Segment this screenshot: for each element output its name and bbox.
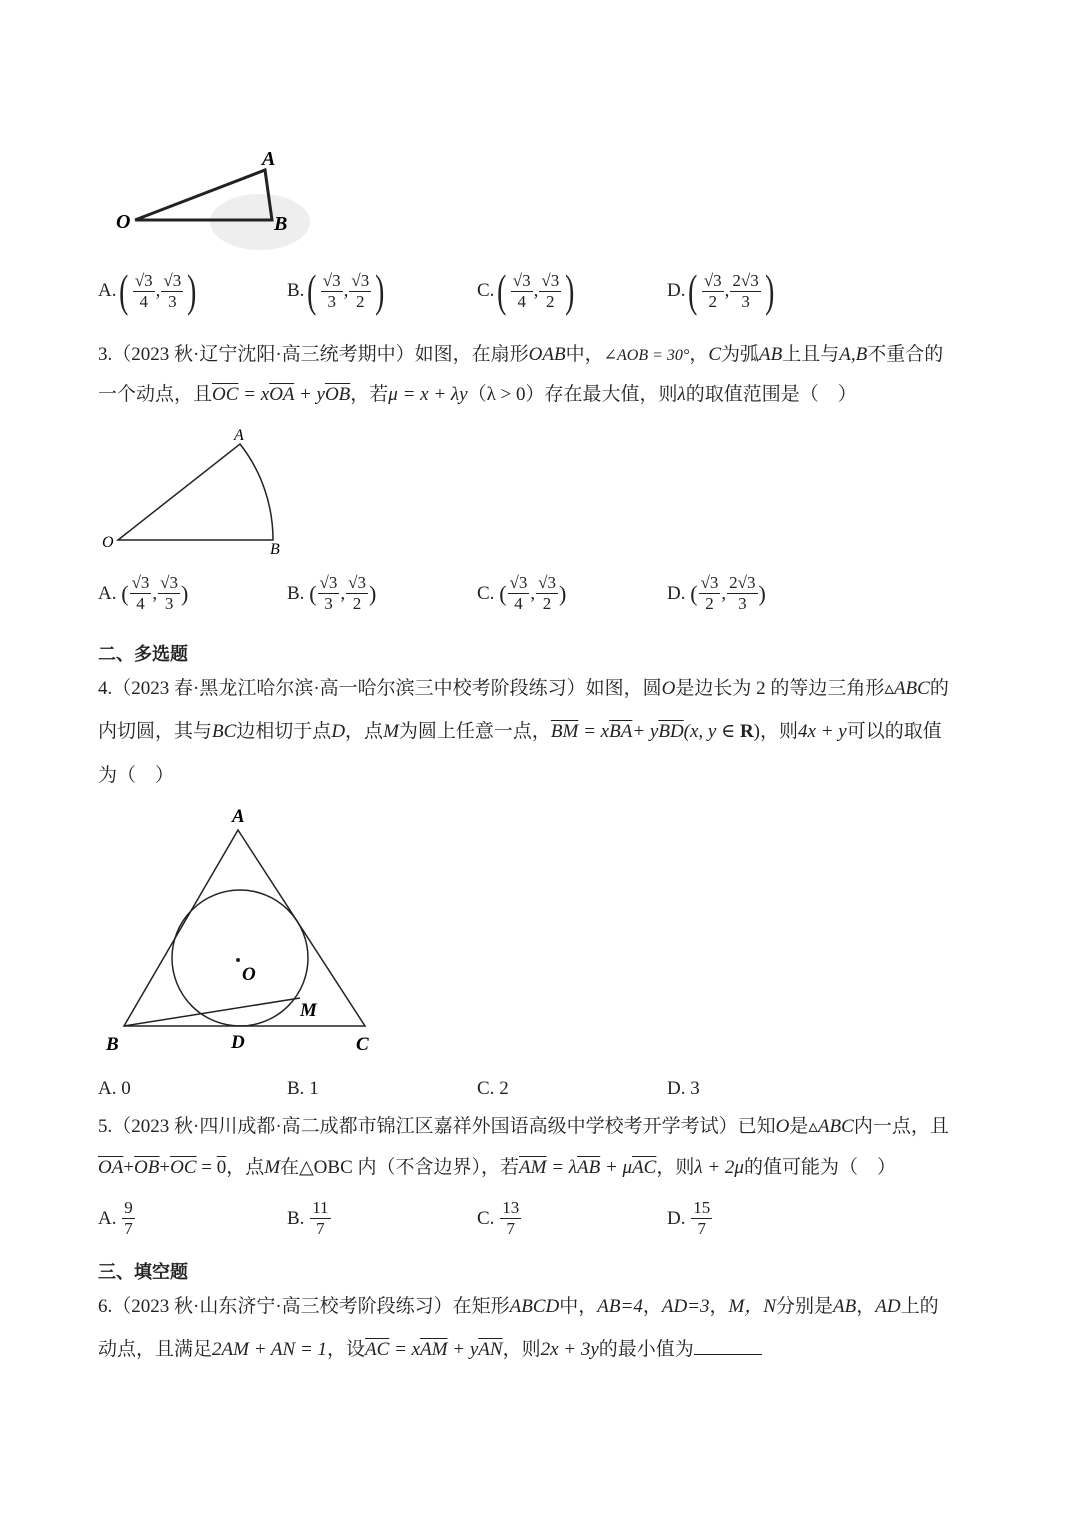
numerator: √3	[541, 270, 560, 290]
text-segment: 内切圆，其与	[98, 721, 213, 742]
label-O: O	[242, 964, 256, 985]
text-segment: √3	[700, 573, 719, 592]
text-segment: 7	[506, 1219, 515, 1238]
text-segment: 可以的取值	[846, 721, 942, 742]
label-O: O	[116, 211, 131, 233]
label-A: A	[232, 806, 245, 827]
numerator: √3	[322, 270, 341, 290]
text-segment: 13	[502, 1198, 520, 1217]
decoration	[172, 890, 308, 1026]
decoration	[346, 573, 368, 614]
section-heading-fill-in: 三、填空题	[98, 1262, 188, 1283]
text-segment: = x	[389, 1339, 421, 1360]
text-segment: 内一点，且	[853, 1116, 949, 1137]
text-segment: 的	[929, 678, 949, 699]
text-segment: $\overline{BD}$	[658, 721, 684, 742]
text-segment: M，N	[728, 1296, 777, 1317]
decoration	[236, 958, 240, 962]
text-segment: $\overline{BM}$	[550, 721, 579, 742]
text-segment: (x, y ∈	[683, 721, 740, 742]
text-segment: A.	[98, 1078, 117, 1099]
text-segment: λ	[677, 384, 686, 405]
text-segment: 上且与	[782, 344, 840, 365]
text-segment: 3	[164, 594, 174, 613]
text-segment: A,B	[839, 344, 868, 365]
option-a[interactable]	[98, 1078, 131, 1100]
numerator: √3	[163, 270, 182, 290]
text-segment: 7	[316, 1219, 325, 1238]
figure-prev-triangle	[100, 140, 320, 260]
text-segment: ，则	[656, 1157, 695, 1178]
decoration: (	[307, 265, 317, 316]
decoration: (	[497, 265, 507, 316]
text-segment: 1	[309, 1078, 319, 1099]
text-segment: 4	[514, 594, 523, 613]
text-segment: $\overline{OA}$	[269, 384, 295, 405]
q5-line2	[98, 1156, 896, 1180]
text-segment: λ + 2μ	[694, 1157, 744, 1178]
text-segment: M	[264, 1157, 281, 1178]
q4-line1	[98, 677, 949, 701]
option-c[interactable]	[477, 1078, 509, 1100]
text-segment: B.	[287, 582, 305, 604]
decoration: )	[565, 265, 575, 316]
text-segment: 中，	[559, 1296, 598, 1317]
text-segment: ABCD	[509, 1296, 560, 1317]
decoration	[124, 830, 365, 1026]
text-segment: =	[196, 1157, 217, 1178]
text-segment: R	[739, 721, 754, 742]
option-d[interactable]	[667, 1078, 700, 1100]
decoration: )	[758, 580, 766, 606]
decoration	[210, 194, 310, 250]
option-d[interactable]	[667, 1198, 713, 1239]
text-segment: ，	[709, 1296, 729, 1317]
denominator: 2	[546, 291, 555, 311]
decoration	[318, 573, 340, 614]
text-segment: D.	[667, 1207, 686, 1229]
text-segment: 的值可能为（ ）	[743, 1157, 896, 1178]
denominator: 3	[327, 291, 336, 311]
denominator: 2	[356, 291, 365, 311]
decoration	[511, 271, 533, 312]
text-segment: $\overline{AC}$	[632, 1157, 657, 1178]
option-label: D.	[667, 280, 686, 301]
decoration: )	[375, 265, 385, 316]
text-segment: 15	[693, 1198, 711, 1217]
text-segment: 分别是	[776, 1296, 834, 1317]
text-segment: BC	[212, 721, 237, 742]
text-segment: 中，	[565, 344, 604, 365]
text-segment: C.	[477, 582, 495, 604]
text-segment: + y	[632, 721, 659, 742]
text-segment: ∠AOB = 30°	[603, 347, 690, 364]
text-segment: $\overline{OC}$	[170, 1157, 197, 1178]
text-segment: 不重合的	[867, 344, 944, 365]
decoration	[124, 998, 300, 1026]
q6-line1	[98, 1295, 939, 1319]
option-d[interactable]: D. ( $\frac{√3}{2}$ , $\frac{2√3}{3}$ )	[667, 265, 775, 316]
option-label: B.	[287, 280, 305, 301]
text-segment: √3	[319, 573, 338, 592]
text-segment: ，	[856, 1296, 876, 1317]
decoration	[730, 271, 760, 312]
decoration	[508, 573, 530, 614]
text-segment: 3.（2023 秋·辽宁沈阳·高三统考期中）如图，在扇形	[98, 344, 529, 365]
text-segment: 上的	[900, 1296, 939, 1317]
text-segment: )	[753, 721, 760, 742]
text-segment: $\overline{OA}$	[98, 1157, 124, 1178]
decoration: )	[368, 580, 377, 606]
text-segment: = x	[578, 721, 610, 742]
option-c[interactable]: C. ( $\frac{√3}{4}$ , $\frac{√3}{2}$ )	[477, 573, 567, 613]
text-segment: +	[159, 1157, 171, 1178]
text-segment: 4	[136, 594, 145, 613]
text-segment: C	[708, 344, 722, 365]
text-segment: ，若	[350, 384, 389, 405]
decoration	[158, 573, 180, 614]
text-segment: ，	[689, 344, 709, 365]
text-segment: ▵ABC	[884, 678, 930, 699]
option-b[interactable]: B. ( $\frac{√3}{3}$ , $\frac{√3}{2}$ )	[287, 265, 385, 316]
decoration: )	[764, 265, 775, 316]
denominator: 4	[517, 291, 526, 311]
text-segment: = λ	[546, 1157, 577, 1178]
text-segment: $\overline{BA}$	[609, 721, 633, 742]
text-segment: 2	[352, 594, 362, 613]
text-segment: C.	[477, 1078, 495, 1099]
figure-sector-oab	[98, 422, 298, 562]
denominator: 3	[168, 291, 177, 311]
text-segment: $\overline{OC}$	[212, 384, 239, 405]
label-B: B	[270, 541, 280, 558]
decoration	[536, 573, 558, 614]
option-b[interactable]: B. ( $\frac{√3}{3}$ , $\frac{√3}{2}$ )	[287, 573, 377, 613]
option-b[interactable]	[287, 1078, 319, 1100]
text-segment: 是边长为 2 的等边三角形	[675, 678, 885, 699]
text-segment: √3	[131, 573, 150, 592]
label-C: C	[356, 1034, 369, 1055]
text-segment: D.	[667, 582, 686, 604]
decoration: (	[688, 265, 698, 316]
decoration	[122, 1198, 135, 1239]
decoration: (	[119, 265, 129, 316]
q6-line2	[98, 1336, 762, 1362]
text-segment: μ = x + λy	[388, 384, 468, 405]
numerator: √3	[134, 270, 153, 290]
text-segment: 2	[542, 594, 552, 613]
decoration	[133, 271, 155, 312]
decoration	[539, 271, 561, 312]
text-segment: D	[331, 721, 346, 742]
denominator: 3	[741, 291, 750, 311]
text-segment: 3	[738, 594, 747, 613]
q4-line3: 为（ ）	[98, 765, 175, 786]
text-segment: ，则	[502, 1339, 541, 1360]
text-segment: 7	[697, 1219, 706, 1238]
text-segment: 5.（2023 秋·四川成都·高二成都市锦江区嘉祥外国语高级中学校考开学考试）已知	[98, 1116, 776, 1137]
label-A: A	[262, 148, 276, 170]
text-segment: 动点，且满足	[98, 1339, 213, 1360]
text-segment: $\overline{OB}$	[134, 1157, 160, 1178]
text-segment: C.	[477, 1207, 495, 1229]
decoration	[500, 1198, 521, 1239]
text-segment: AB	[833, 1296, 857, 1317]
text-segment: 4.（2023 春·黑龙江哈尔滨·高一哈尔滨三中校考阶段练习）如图，圆	[98, 678, 662, 699]
text-segment: 2	[499, 1078, 509, 1099]
text-segment: √3	[160, 573, 178, 592]
decoration: )	[181, 580, 189, 606]
decoration: (	[121, 580, 129, 606]
numerator: √3	[512, 270, 531, 290]
text-segment: $\overline{AM}$	[519, 1157, 547, 1178]
text-segment: 的最小值为	[598, 1339, 694, 1360]
text-segment: + μ	[600, 1157, 633, 1178]
section-heading-multiple-choice: 二、多选题	[98, 644, 188, 665]
denominator: 4	[139, 291, 148, 311]
text-segment: 2	[705, 594, 714, 613]
text-segment: ，则	[760, 721, 799, 742]
decoration	[321, 271, 343, 312]
text-segment: 11	[312, 1198, 329, 1217]
decoration: )	[187, 265, 197, 316]
decoration	[699, 573, 721, 614]
text-segment: 2x + 3y	[540, 1339, 599, 1360]
text-segment: $\overline{AN}$	[478, 1339, 503, 1360]
label-D: D	[231, 1032, 245, 1053]
q5-line1	[98, 1115, 949, 1139]
text-segment: 4x + y	[798, 721, 847, 742]
text-segment: = x	[238, 384, 270, 405]
text-segment: M	[383, 721, 399, 742]
text-segment: ，设	[327, 1339, 366, 1360]
text-segment: + y	[447, 1339, 479, 1360]
denominator: 2	[708, 291, 717, 311]
decoration: (	[499, 580, 507, 606]
text-segment: 一个动点，且	[98, 384, 213, 405]
label-M: M	[300, 1000, 317, 1021]
text-segment: B.	[287, 1078, 305, 1099]
option-a[interactable]: A. ( $\frac{√3}{4}$ , $\frac{√3}{3}$ )	[98, 573, 189, 613]
option-b[interactable]	[287, 1198, 332, 1239]
text-segment: √3	[538, 573, 556, 592]
text-segment: OAB	[528, 344, 566, 365]
text-segment: AB=4	[597, 1296, 643, 1317]
decoration	[702, 271, 724, 312]
decoration	[349, 271, 371, 312]
decoration	[130, 573, 152, 614]
text-segment: + y	[294, 384, 325, 405]
text-segment: 边相切于点	[236, 721, 332, 742]
text-segment: 3	[324, 594, 333, 613]
q3-line1	[98, 343, 943, 368]
text-segment: O	[661, 678, 676, 699]
label-B: B	[274, 213, 288, 235]
text-segment: 2AM + AN = 1	[212, 1339, 328, 1360]
decoration: )	[558, 580, 567, 606]
decoration: (	[309, 580, 317, 606]
text-segment: 9	[124, 1198, 133, 1217]
text-segment: 为圆上任意一点，	[398, 721, 551, 742]
label-A: A	[234, 427, 244, 444]
text-segment: D.	[667, 1078, 686, 1099]
text-segment: 为弧	[721, 344, 760, 365]
label-O: O	[102, 534, 114, 551]
text-segment: ，点	[226, 1157, 265, 1178]
option-c[interactable]: C. ( $\frac{√3}{4}$ , $\frac{√3}{2}$ )	[477, 265, 575, 316]
decoration	[310, 1198, 330, 1239]
text-segment: AD=3	[661, 1296, 710, 1317]
decoration	[727, 573, 757, 614]
answer-blank[interactable]	[694, 1336, 762, 1355]
text-segment: B.	[287, 1207, 305, 1229]
option-label: A.	[98, 280, 117, 301]
text-segment: +	[123, 1157, 135, 1178]
option-d[interactable]: D. ( $\frac{√3}{2}$ , $\frac{2√3}{3}$ )	[667, 573, 766, 613]
text-segment: O	[775, 1116, 790, 1137]
label-B: B	[106, 1034, 119, 1055]
q3-line2	[98, 383, 857, 407]
text-segment: A.	[98, 1207, 117, 1229]
text-segment: 在△OBC 内（不含边界），若	[280, 1157, 519, 1178]
text-segment: $\overline{AC}$	[365, 1339, 390, 1360]
text-segment: $\overline{AM}$	[420, 1339, 448, 1360]
figure-triangle-incircle	[100, 800, 400, 1060]
text-segment: A.	[98, 582, 117, 604]
text-segment: ，	[642, 1296, 662, 1317]
numerator: √3	[351, 270, 370, 290]
text-segment: ，点	[345, 721, 384, 742]
text-segment: $\overline{OB}$	[324, 384, 351, 405]
text-segment: √3	[509, 573, 528, 592]
text-segment: （λ > 0）存在最大值，则	[467, 384, 678, 405]
decoration	[118, 444, 273, 540]
text-segment: AD	[875, 1296, 901, 1317]
text-segment: 0	[216, 1157, 227, 1178]
text-segment: 是	[789, 1116, 809, 1137]
text-segment: 2√3	[729, 573, 756, 592]
text-segment: 7	[124, 1219, 133, 1238]
q4-line2	[98, 720, 942, 744]
text-segment: 6.（2023 秋·山东济宁·高三校考阶段练习）在矩形	[98, 1296, 510, 1317]
numerator: 2√3	[732, 270, 759, 290]
option-c[interactable]	[477, 1198, 522, 1239]
decoration	[105, 806, 369, 1055]
text-segment: 0	[121, 1078, 131, 1099]
text-segment: 的取值范围是（ ）	[685, 384, 857, 405]
option-label: C.	[477, 280, 495, 301]
numerator: √3	[703, 270, 722, 290]
text-segment: AB	[759, 344, 783, 365]
text-segment: √3	[348, 573, 366, 592]
decoration	[691, 1198, 712, 1239]
decoration: (	[690, 580, 698, 606]
option-a[interactable]	[98, 1198, 136, 1239]
text-segment: ▵ABC	[808, 1116, 854, 1137]
text-segment: $\overline{AB}$	[577, 1157, 601, 1178]
decoration	[161, 271, 183, 312]
option-a[interactable]: A. ( $\frac{√3}{4}$ , $\frac{√3}{3}$ )	[98, 265, 197, 316]
text-segment: 3	[690, 1078, 700, 1099]
